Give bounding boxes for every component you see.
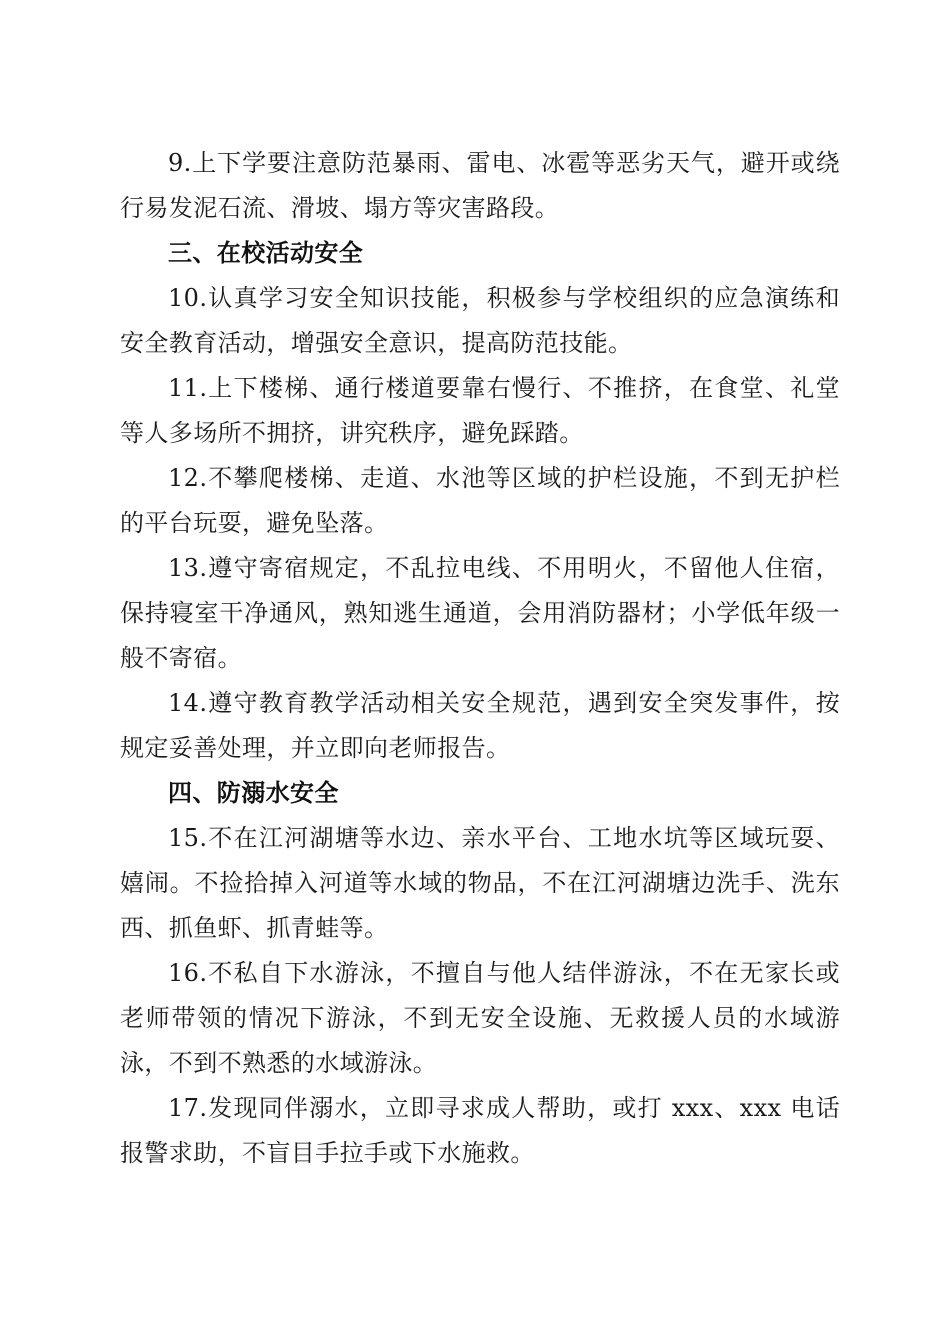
document-body xyxy=(120,141,840,1176)
paragraph-item-17: 17.发现同伴溺水，立即寻求成人帮助，或打 xxx、xxx 电话报警求助，不盲目手拉手或下水施救。 xyxy=(120,1094,840,1167)
section-heading-4: 四、防溺水安全 xyxy=(168,779,339,807)
paragraph-item-10: 10.认真学习安全知识技能，积极参与学校组织的应急演练和安全教育活动，增强安全意识，提高防范技能。 xyxy=(120,284,840,357)
paragraph-item-11: 11.上下楼梯、通行楼道要靠右慢行、不推挤，在食堂、礼堂等人多场所不拥挤，讲究秩序，避免踩踏。 xyxy=(120,374,840,447)
paragraph-item-14: 14.遵守教育教学活动相关安全规范，遇到安全突发事件，按规定妥善处理，并立即向老师报告。 xyxy=(120,689,840,762)
paragraph-item-13: 13.遵守寄宿规定，不乱拉电线、不用明火，不留他人住宿，保持寝室干净通风，熟知逃生通道，会用消防器材；小学低年级一般不寄宿。 xyxy=(120,554,840,672)
paragraph-item-16: 16.不私自下水游泳，不擅自与他人结伴游泳，不在无家长或老师带领的情况下游泳，不到无安全设施、无救援人员的水域游泳，不到不熟悉的水域游泳。 xyxy=(120,959,840,1077)
paragraph-item-15: 15.不在江河湖塘等水边、亲水平台、工地水坑等区域玩耍、嬉闹。不捡拾掉入河道等水域的物品，不在江河湖塘边洗手、洗东西、抓鱼虾、抓青蛙等。 xyxy=(120,824,840,942)
section-heading-3: 三、在校活动安全 xyxy=(168,239,364,267)
paragraph-item-12: 12.不攀爬楼梯、走道、水池等区域的护栏设施，不到无护栏的平台玩耍，避免坠落。 xyxy=(120,464,840,537)
paragraph-item-9: 9.上下学要注意防范暴雨、雷电、冰雹等恶劣天气，避开或绕行易发泥石流、滑坡、塌方等灾害路段。 xyxy=(120,149,840,222)
